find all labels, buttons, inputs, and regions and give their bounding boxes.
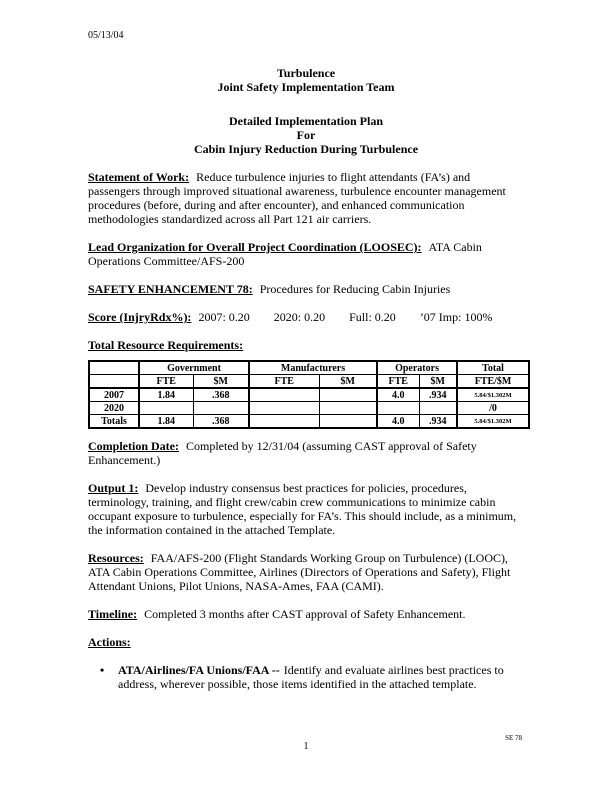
- bullet-body: [118, 663, 524, 691]
- timeline-paragraph: [88, 607, 524, 621]
- total-resource-requirements-heading: [88, 338, 524, 352]
- timeline-text: Completed 3 months after CAST approval of Safety Enhancement.: [144, 607, 466, 621]
- table-header-man-m: $M: [319, 375, 377, 389]
- statement-of-work-paragraph: [88, 170, 524, 226]
- cell-ops-fte: [377, 402, 419, 415]
- output-1-text: Develop industry consensus best practices for policies, procedures, terminology, training, and flight crew/cabin crew communications to minimize cabin occupant exposure to turbulence, especially for FA’s. This should include, as a minimum, the information contained in the attached Template.: [88, 481, 517, 537]
- actions-label: Actions:: [88, 635, 131, 649]
- resources-text: FAA/AFS-200 (Flight Standards Working Group on Turbulence) (LOOC), ATA Cabin Operations Committee, Airlines (Directors of Operations and Safety), Flight Attendant Unions, Pilot Unions, NASA-Ames, FAA (CAMI).: [88, 551, 511, 593]
- subtitle-line-plan: Detailed Implementation Plan: [229, 114, 383, 128]
- table-row-2020: [89, 402, 529, 415]
- table-row-2007: [89, 388, 529, 402]
- cell-man-m: [319, 415, 377, 429]
- title-line-turbulence: Turbulence: [276, 66, 336, 80]
- cell-man-m: [319, 388, 377, 402]
- cell-gov-fte: [139, 402, 193, 415]
- table-column-header-row: [89, 375, 529, 389]
- safety-enhancement-paragraph: [88, 282, 524, 296]
- safety-enhancement-label: SAFETY ENHANCEMENT 78:: [88, 282, 253, 296]
- lead-organization-label: Lead Organization for Overall Project Coordination (LOOSEC):: [88, 240, 422, 254]
- completion-date-paragraph: [88, 439, 524, 467]
- cell-total: 5.84/$1.302M: [457, 415, 529, 429]
- cell-gov-m: .368: [193, 415, 249, 429]
- total-resource-requirements-label: Total Resource Requirements:: [88, 338, 244, 352]
- table-header-ops-m: $M: [419, 375, 457, 389]
- table-group-operators: Operators: [377, 361, 457, 375]
- title-line-team: Joint Safety Implementation Team: [217, 80, 395, 94]
- cell-ops-fte: 4.0: [377, 415, 419, 429]
- table-group-total: Total: [457, 361, 529, 375]
- output-1-label: Output 1:: [88, 481, 139, 495]
- bullet-text: Identify and evaluate airlines best practices to address, wherever possible, those items identified in the attached template.: [118, 663, 504, 691]
- score-paragraph: [88, 310, 524, 324]
- table-corner-cell: [89, 361, 139, 375]
- timeline-label: Timeline:: [88, 607, 138, 621]
- cell-man-fte: [249, 415, 319, 429]
- subtitle-line-for: For: [296, 128, 316, 142]
- score-label: Score (InjryRdx%):: [88, 310, 192, 324]
- table-header-total-ftem: FTE/$M: [457, 375, 529, 389]
- table-header-gov-m: $M: [193, 375, 249, 389]
- document-date: 05/13/04: [88, 30, 124, 41]
- footer-se-number: SE 78: [505, 734, 522, 742]
- table-group-manufacturers: Manufacturers: [249, 361, 377, 375]
- row-label: 2020: [89, 402, 139, 415]
- table-header-man-fte: FTE: [249, 375, 319, 389]
- cell-gov-fte: 1.84: [139, 415, 193, 429]
- cell-ops-m: .934: [419, 415, 457, 429]
- score-2007: 2007: 0.20: [198, 310, 250, 324]
- cell-gov-m: [193, 402, 249, 415]
- action-bullet-item: [88, 663, 524, 691]
- actions-heading: [88, 635, 524, 649]
- cell-total: 5.84/$1.302M: [457, 388, 529, 402]
- completion-date-label: Completion Date:: [88, 439, 179, 453]
- cell-gov-fte: 1.84: [139, 388, 193, 402]
- cell-man-fte: [249, 402, 319, 415]
- score-07-imp: ’07 Imp: 100%: [419, 310, 493, 324]
- cell-total: /0: [457, 402, 529, 415]
- statement-of-work-label: Statement of Work:: [88, 170, 190, 184]
- resources-paragraph: [88, 551, 524, 593]
- score-full: Full: 0.20: [349, 310, 396, 324]
- table-group-header-row: [89, 361, 529, 375]
- resources-label: Resources:: [88, 551, 144, 565]
- footer-page-number: 1: [303, 741, 309, 752]
- table-header-ops-fte: FTE: [377, 375, 419, 389]
- safety-enhancement-text: Procedures for Reducing Cabin Injuries: [259, 282, 451, 296]
- cell-ops-fte: 4.0: [377, 388, 419, 402]
- lead-organization-paragraph: [88, 240, 524, 268]
- table-header-blank: [89, 375, 139, 389]
- completion-date-text: Completed by 12/31/04 (assuming CAST approval of Safety Enhancement.): [88, 439, 477, 467]
- bullet-lead: ATA/Airlines/FA Unions/FAA --: [118, 663, 280, 677]
- table-row-totals: [89, 415, 529, 429]
- document-title-block: [88, 66, 524, 94]
- row-label: 2007: [89, 388, 139, 402]
- cell-man-fte: [249, 388, 319, 402]
- resource-requirements-table: [88, 360, 530, 429]
- cell-gov-m: .368: [193, 388, 249, 402]
- table-group-government: Government: [139, 361, 249, 375]
- cell-ops-m: [419, 402, 457, 415]
- row-label: Totals: [89, 415, 139, 429]
- statement-of-work-text: Reduce turbulence injuries to flight attendants (FA’s) and passengers through improved situational awareness, turbulence encounter management procedures (before, during and after encounter), and enhanced communication methodologies standardized across all Part 121 air carriers.: [88, 170, 506, 226]
- document-subtitle-block: [88, 114, 524, 156]
- lead-organization-text: ATA Cabin Operations Committee/AFS-200: [88, 240, 482, 268]
- cell-ops-m: .934: [419, 388, 457, 402]
- cell-man-m: [319, 402, 377, 415]
- output-1-paragraph: [88, 481, 524, 537]
- score-2020: 2020: 0.20: [273, 310, 326, 324]
- subtitle-line-cabin: Cabin Injury Reduction During Turbulence: [193, 142, 419, 156]
- bullet-icon: [88, 663, 118, 691]
- table-header-gov-fte: FTE: [139, 375, 193, 389]
